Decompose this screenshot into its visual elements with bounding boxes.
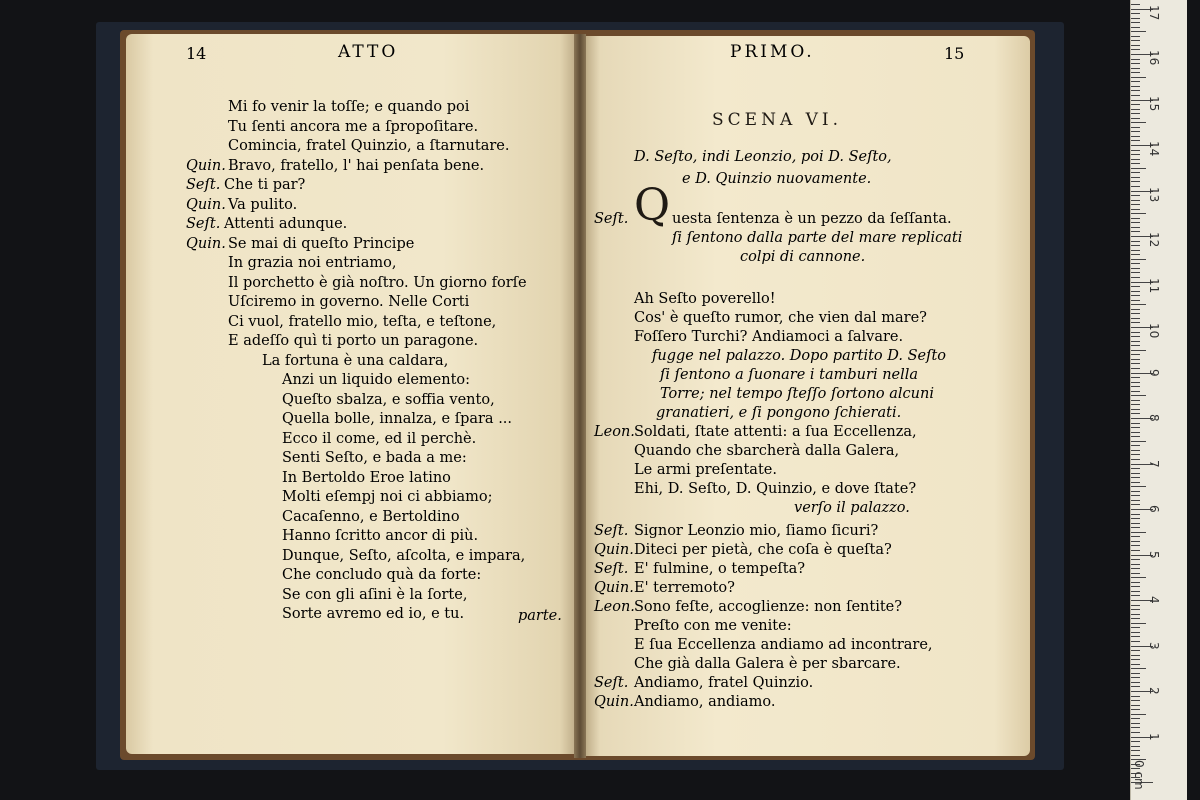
ruler-tick: [1131, 673, 1140, 674]
verse-line: Dunque, Seſto, aſcolta, e impara,: [282, 547, 526, 564]
ruler-tick: [1131, 218, 1140, 219]
ruler-tick: [1131, 272, 1140, 273]
ruler-number: 13: [1147, 186, 1161, 202]
ruler-tick: [1131, 591, 1140, 592]
stage-direction: fugge nel palazzo. Dopo partito D. Seſto: [652, 348, 947, 364]
ruler-number: 6: [1147, 505, 1161, 513]
ruler-tick: [1131, 527, 1140, 528]
ruler-tick: [1131, 482, 1140, 483]
verse-line: E' fulmine, o tempeſta?: [634, 561, 806, 577]
verse-line: Andiamo, andiamo.: [634, 694, 776, 710]
ruler-tick: [1131, 468, 1140, 469]
speaker-label: Quin.: [186, 196, 226, 213]
ruler-tick: [1131, 700, 1140, 701]
verse-line: Quella bolle, innalza, e ſpara ...: [282, 411, 513, 427]
ruler-tick: [1131, 227, 1140, 228]
ruler-tick: [1131, 213, 1146, 214]
ruler-tick: [1131, 136, 1140, 137]
speaker-label: Seſt.: [594, 675, 629, 691]
ruler-number: 2: [1147, 687, 1161, 695]
ruler-tick: [1131, 441, 1146, 442]
ruler-tick: [1131, 582, 1140, 583]
verse-line: Bravo, fratello, l' hai penſata bene.: [228, 157, 485, 174]
ruler-tick: [1131, 13, 1140, 14]
ruler-tick: [1131, 72, 1140, 73]
stage-direction: ſi ſentono a ſuonare i tamburi nella: [660, 367, 919, 383]
ruler-tick: [1131, 309, 1140, 310]
ruler-tick: [1131, 413, 1140, 414]
speaker-label: Quin.: [594, 694, 634, 710]
ruler-tick: [1131, 445, 1140, 446]
ruler-tick: [1131, 586, 1140, 587]
verse-line: Ehi, D. Seſto, D. Quinzio, e dove ſtate?: [634, 481, 917, 497]
ruler-tick: [1131, 291, 1140, 292]
ruler-tick: [1131, 641, 1140, 642]
speaker-label: Leon.: [594, 424, 635, 440]
verse-line: uesta ſentenza è un pezzo da ſeſſanta.: [672, 211, 952, 227]
verse-line: Comincia, fratel Quinzio, a ſtarnutare.: [228, 138, 510, 154]
verse-line: E' terremoto?: [634, 580, 735, 596]
speaker-label: Quin.: [186, 157, 226, 174]
ruler-tick: [1131, 113, 1140, 114]
left-page-number: 14: [186, 44, 207, 63]
ruler-tick: [1131, 523, 1140, 524]
ruler-tick: [1131, 172, 1140, 173]
ruler-tick: [1131, 559, 1140, 560]
ruler-tick: [1131, 322, 1140, 323]
ruler-tick: [1131, 45, 1140, 46]
ruler-number: 3: [1147, 641, 1161, 650]
ruler-tick: [1131, 391, 1140, 392]
ruler-tick: [1131, 250, 1140, 251]
ruler-tick: [1131, 127, 1140, 128]
ruler-tick: [1131, 454, 1140, 455]
ruler-tick: [1131, 627, 1140, 628]
ruler-tick: [1131, 295, 1140, 296]
ruler-tick: [1131, 623, 1146, 624]
ruler-tick: [1131, 436, 1140, 437]
ruler-tick: [1131, 131, 1140, 132]
stage-direction: colpi di cannone.: [740, 249, 866, 265]
ruler-tick: [1131, 231, 1140, 232]
verse-line: Foſſero Turchi? Andiamoci a ſalvare.: [634, 329, 904, 345]
ruler-tick: [1131, 204, 1140, 205]
ruler-tick: [1131, 409, 1140, 410]
ruler-tick: [1131, 150, 1140, 151]
ruler-number: 17: [1147, 4, 1161, 20]
ruler-number: 15: [1147, 95, 1161, 111]
ruler-tick: [1131, 140, 1140, 141]
ruler-tick: [1131, 300, 1140, 301]
ruler-tick: [1131, 536, 1140, 537]
ruler-tick: [1131, 4, 1140, 5]
ruler-tick: [1131, 181, 1140, 182]
ruler-tick: [1131, 95, 1140, 96]
speaker-label: Quin.: [186, 235, 226, 252]
cast-line-2: e D. Quinzio nuovamente.: [682, 171, 872, 187]
ruler-tick: [1131, 18, 1140, 19]
ruler-tick: [1131, 341, 1140, 342]
verse-line: Sono feſte, accoglienze: non ſentite?: [634, 599, 903, 615]
ruler-tick: [1131, 163, 1140, 164]
ruler-tick: [1131, 427, 1140, 428]
ruler-tick: [1131, 36, 1140, 37]
ruler-tick: [1131, 459, 1140, 460]
ruler-tick: [1131, 254, 1140, 255]
ruler-tick: [1131, 668, 1146, 669]
ruler-tick: [1131, 259, 1146, 260]
ruler-tick: [1131, 605, 1140, 606]
ruler-tick: [1131, 200, 1140, 201]
ruler-tick: [1131, 22, 1140, 23]
ruler-number: 7: [1147, 459, 1161, 468]
ruler-tick: [1131, 159, 1140, 160]
verse-line: Preſto con me venite:: [634, 618, 792, 634]
ruler-tick: [1131, 263, 1140, 264]
ruler-tick: [1131, 564, 1140, 565]
ruler-tick: [1131, 277, 1140, 278]
verse-line: Che ti par?: [224, 177, 306, 193]
ruler-tick: [1131, 404, 1140, 405]
ruler-tick: [1131, 595, 1140, 596]
speaker-label: Seſt.: [594, 211, 629, 227]
ruler-tick: [1131, 241, 1140, 242]
ruler-number: 8: [1147, 414, 1161, 422]
ruler-tick: [1131, 49, 1140, 50]
ruler-tick: [1131, 68, 1140, 69]
ruler-tick: [1131, 655, 1140, 656]
ruler-tick: [1131, 359, 1140, 360]
ruler-tick: [1131, 31, 1146, 32]
ruler-tick: [1131, 450, 1140, 451]
speaker-label: Seſt.: [186, 177, 221, 193]
ruler-tick: [1131, 477, 1140, 478]
verse-line: Hanno ſcritto ancor di più.: [282, 528, 479, 544]
ruler-tick: [1131, 732, 1140, 733]
speaker-label: Quin.: [594, 542, 634, 558]
ruler-tick: [1131, 541, 1140, 542]
ruler-tick: [1131, 650, 1140, 651]
stage-direction-parte: parte.: [518, 608, 562, 624]
ruler-tick: [1131, 90, 1140, 91]
ruler-tick: [1131, 86, 1140, 87]
verse-line: E ſua Eccellenza andiamo ad incontrare,: [634, 637, 933, 653]
ruler-tick: [1131, 664, 1140, 665]
verse-line: Se con gli aſini è la ſorte,: [282, 586, 468, 603]
ruler-tick: [1131, 209, 1140, 210]
ruler-unit-label: 0 cm: [1132, 760, 1146, 790]
right-running-head: PRIMO.: [730, 42, 815, 62]
ruler-tick: [1131, 122, 1146, 123]
ruler-tick: [1131, 682, 1140, 683]
verse-line: Le armi preſentate.: [634, 462, 777, 478]
ruler-tick: [1131, 377, 1140, 378]
ruler-tick: [1131, 504, 1140, 505]
verse-line: Molti eſempj noi ci abbiamo;: [282, 489, 493, 505]
ruler-tick: [1131, 154, 1140, 155]
verse-line: Uſciremo in governo. Nelle Corti: [228, 294, 470, 310]
verse-line: Soldati, ſtate attenti: a ſua Eccellenza,: [634, 424, 917, 440]
ruler-tick: [1131, 705, 1140, 706]
verse-line: Queſto sbalza, e soffia vento,: [282, 391, 495, 408]
verse-line: Attenti adunque.: [224, 216, 348, 232]
ruler-tick: [1131, 741, 1140, 742]
ruler-tick: [1131, 400, 1140, 401]
verse-line: Che concludo quà da forte:: [282, 567, 482, 583]
ruler-tick: [1131, 573, 1140, 574]
ruler-tick: [1131, 518, 1140, 519]
ruler-tick: [1131, 500, 1140, 501]
ruler-tick: [1131, 168, 1146, 169]
ruler-tick: [1131, 186, 1140, 187]
ruler-tick: [1131, 473, 1140, 474]
stage-direction: verſo il palazzo.: [794, 500, 910, 516]
ruler-tick: [1131, 746, 1140, 747]
ruler-tick: [1131, 718, 1140, 719]
ruler-number: 11: [1147, 277, 1161, 293]
ruler-tick: [1131, 313, 1140, 314]
ruler-number: 14: [1147, 141, 1161, 157]
ruler-tick: [1131, 432, 1140, 433]
ruler-number: 16: [1147, 50, 1161, 66]
ruler-tick: [1131, 632, 1140, 633]
ruler-tick: [1131, 104, 1140, 105]
verse-line: Il porchetto è già noſtro. Un giorno forſe: [228, 274, 527, 291]
ruler-tick: [1131, 423, 1140, 424]
ruler-number: 12: [1147, 232, 1161, 248]
ruler-tick: [1131, 363, 1140, 364]
ruler-tick: [1131, 727, 1140, 728]
ruler-number: 5: [1147, 550, 1161, 559]
ruler-tick: [1131, 332, 1140, 333]
speaker-label: Seſt.: [594, 523, 629, 539]
ruler-tick: [1131, 532, 1146, 533]
verse-line: Se mai di queſto Principe: [228, 235, 415, 252]
ruler-tick: [1131, 195, 1140, 196]
ruler-tick: [1131, 686, 1140, 687]
ruler-tick: [1131, 709, 1140, 710]
ruler-tick: [1131, 677, 1140, 678]
ruler-tick: [1131, 81, 1140, 82]
ruler-tick: [1131, 354, 1140, 355]
ruler-tick: [1131, 59, 1140, 60]
ruler-tick: [1131, 109, 1140, 110]
ruler-tick: [1131, 382, 1140, 383]
ruler-tick: [1131, 495, 1140, 496]
ruler-tick: [1131, 636, 1140, 637]
verse-line: Andiamo, fratel Quinzio.: [634, 675, 814, 691]
verse-line: E adeſſo quì ti porto un paragone.: [228, 333, 479, 349]
verse-line: Tu ſenti ancora me a ſpropoſitare.: [228, 118, 479, 135]
ruler-tick: [1131, 550, 1140, 551]
ruler-number: 10: [1147, 323, 1161, 339]
verse-line: Diteci per pietà, che coſa è queſta?: [634, 542, 892, 558]
verse-line: La fortuna è una caldara,: [262, 352, 449, 369]
ruler-tick: [1131, 486, 1146, 487]
speaker-label: Quin.: [594, 580, 634, 596]
ruler-tick: [1131, 268, 1140, 269]
ruler-tick: [1131, 77, 1146, 78]
speaker-label: Seſt.: [594, 561, 629, 577]
verse-line: Sorte avremo ed io, e tu.: [282, 606, 465, 622]
ruler-tick: [1131, 304, 1146, 305]
verse-line: Ah Seſto poverello!: [634, 291, 776, 307]
verse-line: Cos' è queſto rumor, che vien dal mare?: [634, 310, 927, 326]
ruler-tick: [1131, 614, 1140, 615]
ruler-tick: [1131, 568, 1140, 569]
ruler-tick: [1131, 395, 1146, 396]
ruler-tick: [1131, 696, 1140, 697]
verse-line: Anzi un liquido elemento:: [282, 372, 471, 388]
ruler-tick: [1131, 750, 1140, 751]
ruler-tick: [1131, 350, 1146, 351]
ruler-tick: [1131, 368, 1140, 369]
verse-line: Senti Seſto, e bada a me:: [282, 450, 467, 466]
speaker-label: Seſt.: [186, 216, 221, 232]
verse-line: Va pulito.: [228, 196, 298, 213]
ruler-tick: [1131, 222, 1140, 223]
ruler-tick: [1131, 118, 1140, 119]
ruler-tick: [1131, 714, 1146, 715]
speaker-label: Leon.: [594, 599, 635, 615]
stage-direction: Torre; nel tempo ſteſſo ſortono alcuni: [660, 386, 934, 402]
stage-direction: granatieri, e ſi pongono ſchierati.: [656, 405, 902, 421]
ruler-tick: [1131, 286, 1140, 287]
stage-direction: ſi ſentono dalla parte del mare replicati: [672, 230, 963, 246]
ruler-tick: [1131, 40, 1140, 41]
ruler-tick: [1131, 723, 1140, 724]
ruler-tick: [1131, 386, 1140, 387]
verse-line: Ci vuol, fratello mio, teſta, e teſtone,: [228, 313, 497, 330]
ruler-tick: [1131, 245, 1140, 246]
cast-line-1: D. Seſto, indi Leonzio, poi D. Seſto,: [634, 149, 892, 165]
ruler-tick: [1131, 545, 1140, 546]
measurement-ruler: [1130, 0, 1187, 800]
verse-line: Mi fo venir la toſſe; e quando poi: [228, 99, 470, 115]
ruler-number: 1: [1147, 732, 1161, 741]
ruler-tick: [1131, 755, 1140, 756]
ruler-tick: [1131, 491, 1140, 492]
ruler-number: 4: [1147, 596, 1161, 604]
ruler-tick: [1131, 336, 1140, 337]
verse-line: In Bertoldo Eroe latino: [282, 469, 451, 486]
ruler-tick: [1131, 618, 1140, 619]
ruler-tick: [1131, 609, 1140, 610]
verse-line: Che già dalla Galera è per sbarcare.: [634, 656, 901, 672]
scene-title: SCENA VI.: [712, 110, 843, 130]
verse-line: Signor Leonzio mio, ſiamo ſicuri?: [634, 523, 879, 539]
ruler-tick: [1131, 318, 1140, 319]
book-gutter: [574, 34, 586, 758]
verse-line: Ecco il come, ed il perchè.: [282, 430, 477, 447]
ruler-tick: [1131, 27, 1140, 28]
drop-cap: Q: [634, 180, 671, 231]
ruler-tick: [1131, 63, 1140, 64]
ruler-tick: [1131, 577, 1146, 578]
ruler-number: 9: [1147, 368, 1161, 377]
verse-line: Quando che sbarcherà dalla Galera,: [634, 443, 900, 459]
ruler-tick: [1131, 177, 1140, 178]
ruler-tick: [1131, 659, 1140, 660]
verse-line: Cacaſenno, e Bertoldino: [282, 508, 460, 525]
verse-line: In grazia noi entriamo,: [228, 255, 397, 271]
left-running-head: ATTO: [338, 42, 399, 62]
right-page-number: 15: [944, 44, 965, 63]
ruler-tick: [1131, 345, 1140, 346]
ruler-tick: [1131, 514, 1140, 515]
